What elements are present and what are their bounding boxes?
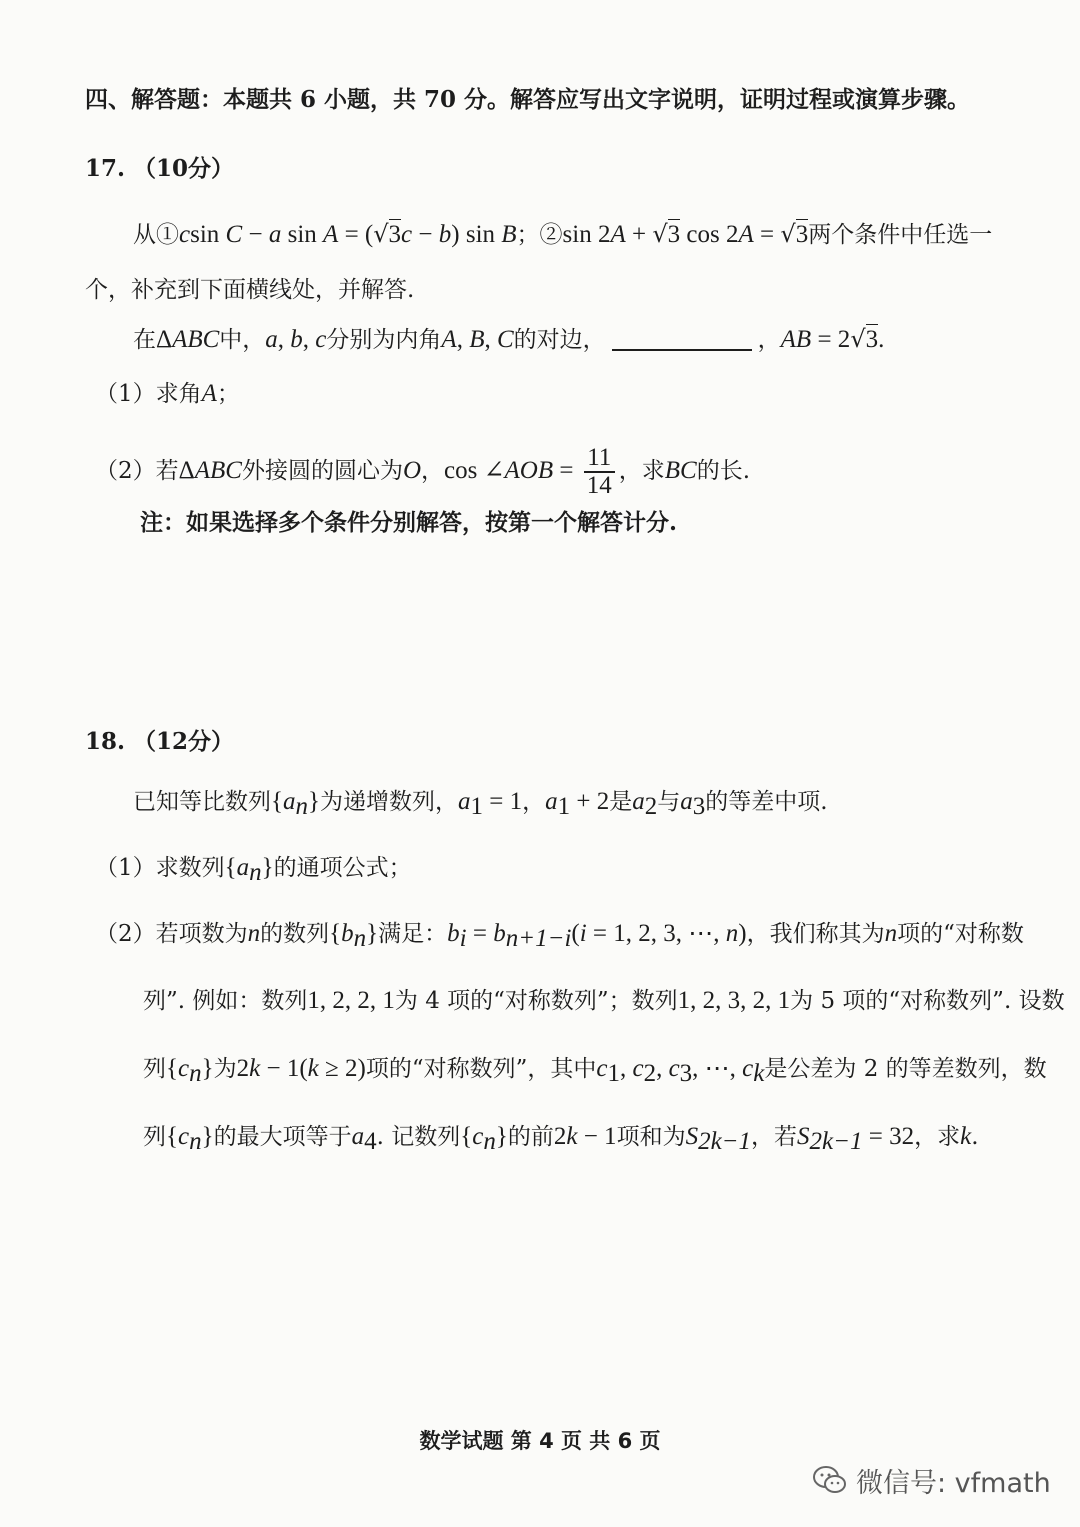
- q18-points: （12分）: [133, 728, 235, 755]
- q17-header: [85, 153, 234, 185]
- q17-number: 17.: [85, 155, 126, 182]
- q17-fraction: $\frac{11}{14}$: [584, 445, 615, 499]
- q17-part2: （2）若ΔABC外接圆的圆心为O，cos ∠AOB = $\frac{11}{14}$ ，求BC的长.: [95, 444, 751, 499]
- q17-cond1-formula: c: [179, 221, 191, 248]
- q17-text: 两个条件中任选一: [808, 222, 993, 248]
- q17-setup: 在ΔABC中，a, b, c分别为内角A, B, C的对边， ，AB = 2√3.: [133, 325, 885, 353]
- q17-separator: ；: [516, 222, 540, 248]
- q17-answer-blank: [612, 327, 752, 351]
- q18-part2: （2）若项数为n的数列$\{b_n\}$满足：$b_i = b_{n+1-i}(i = 1$, 2, 3, ⋯, n)，我们称其为n项的“对称数: [95, 920, 1024, 952]
- q17-note: 注：如果选择多个条件分别解答，按第一个解答计分.: [140, 509, 678, 536]
- q18-line4: 列$\{c_n\}$的最大项等于$a_4$. 记数列$\{c_n\}$的前2k − 1项和为$S_{2k-1}$，若$S_{2k-1} = 32$，求k.: [143, 1123, 979, 1155]
- q17-intro-line2: 个，补充到下面横线处，并解答.: [85, 277, 415, 303]
- q17-cond1-label: ①: [156, 222, 179, 248]
- wechat-icon: [812, 1465, 848, 1495]
- q17-cond2-formula: sin 2: [562, 221, 611, 248]
- q17-intro: 从①csin C − a sin A = (√3c − b) sin B；②sin 2A + √3 cos 2A = √3两个条件中任选一: [133, 220, 993, 248]
- watermark: [812, 1458, 1051, 1502]
- q18-line2: 列”. 例如：数列1, 2, 2, 1为 4 项的“对称数列”；数列1, 2, 3, 2, 1为 5 项的“对称数列”. 设数: [143, 987, 1065, 1014]
- q17-text: 从: [133, 222, 156, 248]
- q17-part1: （1）求角A；: [95, 380, 240, 407]
- q18-header: [85, 726, 234, 758]
- q17-cond2-label: ②: [539, 222, 563, 248]
- page-footer: 数学试题 第 4 页 共 6 页: [419, 1429, 661, 1453]
- q18-number: 18.: [85, 728, 126, 755]
- q17-points: （10分）: [133, 155, 235, 182]
- q18-intro: 已知等比数列$\{a_n\}$为递增数列，$a_1 = 1$，$a_1 + 2$是$a_2$与$a_3$的等差中项.: [133, 788, 828, 820]
- section-heading: 四、解答题：本题共 6 小题，共 70 分。解答应写出文字说明，证明过程或演算步骤。: [85, 86, 971, 113]
- q18-part1: （1）求数列$\{a_n\}$的通项公式；: [95, 854, 412, 886]
- q18-line3: 列$\{c_n\}$为2k − 1(k ≥ 2)项的“对称数列”，其中$c_1$, $c_2$, $c_3$, ⋯, $c_k$是公差为 2 的等差数列，数: [143, 1055, 1047, 1087]
- watermark-text: 微信号: vfmath: [856, 1467, 1051, 1499]
